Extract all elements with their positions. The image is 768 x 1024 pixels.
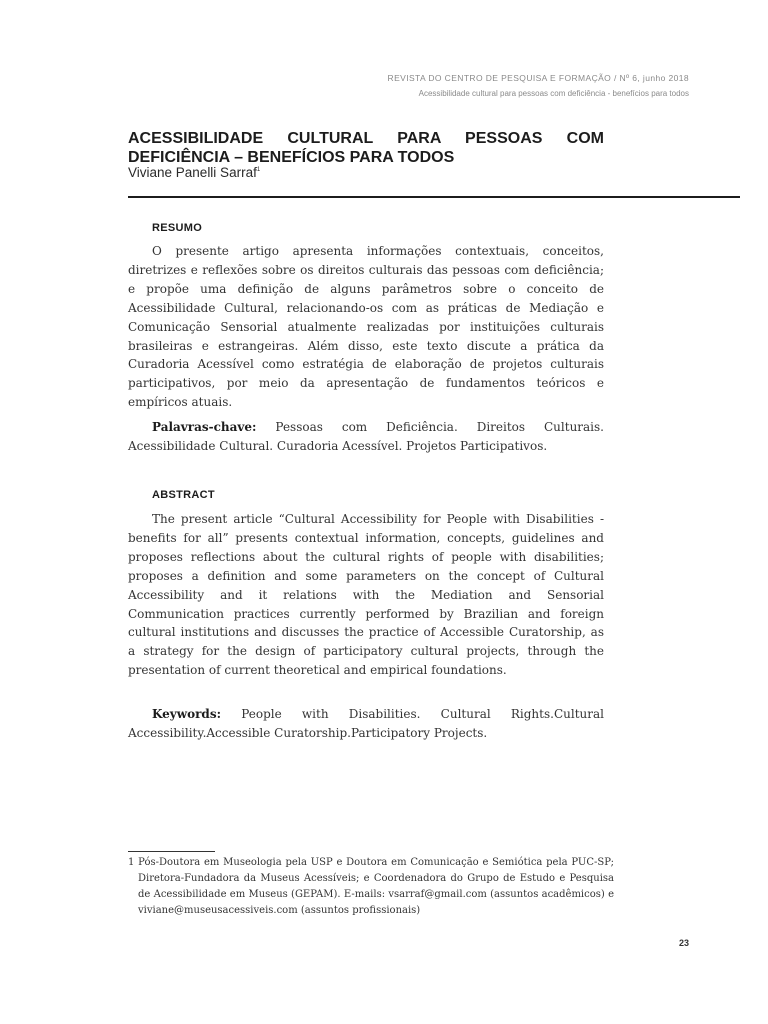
footnote-divider bbox=[128, 851, 215, 852]
keywords-paragraph bbox=[128, 705, 604, 743]
journal-running-head: REVISTA DO CENTRO DE PESQUISA E FORMAÇÃO / Nº 6, junho 2018 bbox=[387, 73, 689, 83]
article-title: ACESSIBILIDADE CULTURAL PARA PESSOAS COM DEFICIÊNCIA – BENEFÍCIOS PARA TODOS bbox=[128, 130, 604, 166]
author-footnote-marker: 1 bbox=[256, 167, 261, 173]
palavras-chave-paragraph bbox=[128, 418, 604, 456]
abstract-heading: ABSTRACT bbox=[152, 489, 215, 501]
resumo-heading: RESUMO bbox=[152, 222, 203, 234]
footnote: 1 Pós-Doutora em Museologia pela USP e Doutora em Comunicação e Semiótica pela PUC-SP; Diretora-Fundadora da Museus Acessíveis; e Coordenadora do Grupo de Estudo e Pesquisa de Acessibilidade em Museus (GEPAM). E-mails: vsarraf@gmail.com (assuntos acadêmicos) e viviane@museusacessiveis.com (assuntos profissionais) bbox=[128, 857, 614, 916]
author-line bbox=[128, 165, 260, 180]
title-divider bbox=[128, 196, 740, 198]
author-name: Viviane Panelli Sarraf bbox=[128, 165, 257, 180]
article-running-title: Acessibilidade cultural para pessoas com deficiência - benefícios para todos bbox=[418, 89, 689, 98]
keywords-label: Keywords: bbox=[152, 707, 222, 721]
page-number: 23 bbox=[678, 938, 689, 948]
palavras-chave-text: Pessoas com Deficiência. Direitos Culturais. Acessibilidade Cultural. Curadoria Acessível. Projetos Participativos. bbox=[128, 420, 604, 453]
resumo-paragraph: O presente artigo apresenta informações contextuais, conceitos, diretrizes e reflexões sobre os direitos culturais das pessoas com deficiência; e propõe uma definição de alguns parâmetros sobre o conceito de Acessibilidade Cultural, relacionando-os com as práticas de Mediação e Comunicação Sensorial atualmente realizadas por instituições culturais brasileiras e estrangeiras. Além disso, este texto discute a prática da Curadoria Acessível como estratégia de elaboração de projetos culturais participativos, por meio da apresentação de fundamentos teóricos e empíricos atuais. bbox=[128, 244, 604, 410]
palavras-chave-label: Palavras-chave: bbox=[152, 420, 257, 434]
abstract-paragraph: The present article “Cultural Accessibility for People with Disabilities - benefits for all” presents contextual information, concepts, guidelines and proposes reflections about the cultural rights of people with disabilities; proposes a definition and some parameters on the concept of Cultural Accessibility and it relations with the Mediation and Sensorial Communication practices currently performed by Brazilian and foreign cultural institutions and discusses the practice of Accessible Curatorship, as a strategy for the design of participatory cultural projects, through the presentation of current theoretical and empirical foundations. bbox=[128, 512, 604, 678]
keywords-text: People with Disabilities. Cultural Rights.Cultural Accessibility.Accessible Curatorship.Participatory Projects. bbox=[128, 707, 604, 740]
